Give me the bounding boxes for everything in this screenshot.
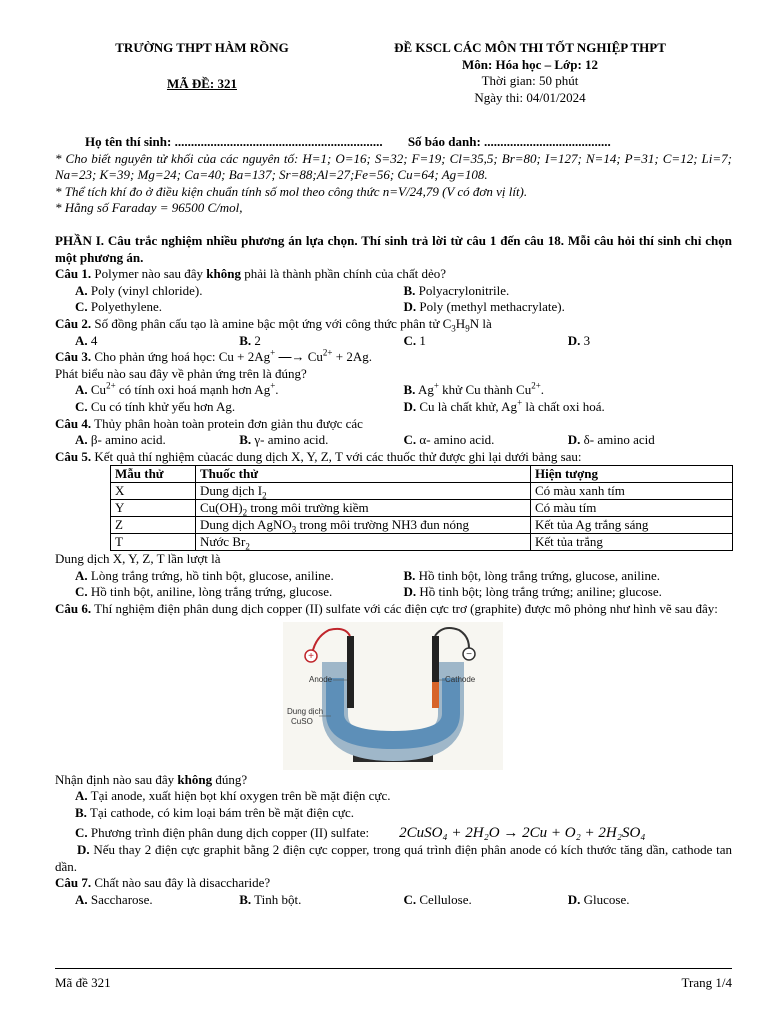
question-3 [55,349,732,366]
table-cell [196,500,531,517]
column-header: Mẫu thử [111,466,196,483]
table-row [111,534,733,551]
option-d[interactable]: D. Nếu thay 2 điện cực graphit bằng 2 điện cực copper, trong quá trình điện phân anode có kích thước tăng dần, cathode tan dần. [55,842,732,874]
option-key: D. [403,299,417,315]
page-footer [55,968,732,992]
cathode-wire [435,628,469,648]
question-text: H [455,315,466,331]
question-number: Câu 6. [55,601,92,617]
superscript: + [433,380,439,391]
option-text: Poly (vinyl chloride). [87,282,203,298]
question-text: Polymer nào sau đây [91,266,207,282]
option-text: Cu là chất khử, Ag [416,398,518,414]
option-key: C. [403,891,417,907]
option-text: khử Cu thành Cu [438,382,532,398]
exam-header [55,40,732,120]
superscript: + [270,347,276,358]
candidate-name-field: Họ tên thí sinh: ................................................................ [85,134,383,149]
option-c[interactable] [75,584,404,601]
table-row [111,483,733,500]
option-d[interactable] [404,584,733,601]
option-b[interactable] [404,283,733,300]
electrolysis-figure [283,622,503,770]
table-cell: Z [111,517,196,534]
question-3-options-2 [55,399,732,416]
table-cell: X [111,483,196,500]
option-a[interactable] [75,432,239,449]
subscript: 9 [465,323,470,334]
exam-title: ĐỀ KSCL CÁC MÔN THI TỐT NGHIỆP THPT [394,40,666,55]
option-c[interactable]: C. Phương trình điện phân dung dịch copper (II) sulfate: 2CuSO₄ + 2H₂O → 2Cu + O₂ + 2H₂SO₄ [75,825,646,842]
table-cell [196,534,531,551]
option-text: Tại anode, xuất hiện bọt khí oxygen trên bề mặt điện cực. [87,788,391,804]
option-c[interactable] [404,333,568,350]
option-a[interactable] [75,283,404,300]
option-text: 4 [87,332,98,348]
option-a[interactable] [75,568,404,585]
minus-sign: − [466,648,472,660]
option-key: C. [403,332,417,348]
question-text: + 2Ag. [332,349,372,365]
option-text: Ag [415,382,434,398]
option-text: Glucose. [580,891,630,907]
option-text: Hồ tinh bột; lòng trắng trứng; aniline; glucose. [416,584,662,600]
option-d[interactable]: D. Cu là chất khử, Ag+ là chất oxi hoá. [403,397,605,414]
candidate-info [55,134,732,151]
exam-time: Thời gian: 50 phút [481,73,579,89]
option-text: Polyethylene. [87,299,163,315]
question-emphasis: không [177,771,213,787]
column-header: Hiện tượng [531,466,733,483]
footer-exam-code: Mã đề 321 [55,975,111,990]
option-key: C. [403,432,417,448]
option-text: 3 [580,332,591,348]
electrolysis-equation: 2CuSO₄ + 2H₂O → 2Cu + O₂ + 2H₂SO₄ [399,825,646,842]
question-text: Số đồng phân cấu tạo là amine bậc một ứng với công thức phân tử C [91,315,452,331]
subscript: 3 [451,323,456,334]
cathode-label: Cathode [445,674,476,684]
part-1-heading: PHẦN I. Câu trắc nghiệm nhiều phương án lựa chọn. Thí sinh trả lời từ câu 1 đến câu 18. Mỗi câu hỏi thí sinh chỉ chọn một phương án. [55,232,732,265]
candidate-number-field: Số báo danh: ....................................... [407,134,611,149]
question-number: Câu 4. [55,415,92,431]
question-3-stem: Phát biểu nào sau đây về phản ứng trên là đúng? [55,365,307,381]
option-text: Tinh bột. [251,891,302,907]
cell-text: trong môi trường NH3 đun nóng [296,517,470,533]
option-c[interactable] [404,892,568,909]
option-b[interactable] [239,892,403,909]
reaction-arrow: ⎯⎯→ Cu [275,349,323,365]
exam-code: MÃ ĐỀ: 321 [166,75,238,91]
table-cell [196,483,531,500]
option-c[interactable]: C. Cu có tính khử yếu hơn Ag. [75,398,236,414]
table-cell: Có màu tím [531,500,733,517]
exam-subject: Môn: Hóa học – Lớp: 12 [461,56,599,72]
table-cell: Có màu xanh tím [531,483,733,500]
question-2 [55,316,732,333]
option-a[interactable]: A. $Cu^{2+}$ có tính oxi hoá mạnh hơn Ag+. [75,380,279,398]
option-key: D. [567,432,581,448]
question-emphasis: không [206,266,241,282]
question-7-options [55,892,732,909]
superscript: 2+ [531,380,541,391]
option-text: 1 [416,332,426,348]
option-text: Polyacrylonitrile. [415,282,510,298]
option-key: A. [75,567,88,583]
option-b[interactable] [239,333,403,350]
plus-sign: + [308,650,314,662]
table-cell: T [111,534,196,551]
anode-wire [313,629,350,650]
option-key: D. [567,332,581,348]
question-text: Kết quả thí nghiệm củacác dung dịch X, Y, Z, T với các thuốc thử được ghi lại dưới bảng sau: [91,448,582,464]
question-number: Câu 2. [55,315,92,331]
header-left [97,40,307,92]
anode-electrode [347,636,354,708]
column-header: Thuốc thử [196,466,531,483]
question-6 [55,601,732,618]
cell-text: trong môi trường kiềm [247,500,369,516]
option-key: C. [75,299,88,315]
cell-text: Dung dịch I [200,483,263,499]
option-a[interactable] [75,333,239,350]
option-text: có tính oxi hoá mạnh hơn Ag [115,382,271,398]
question-6-stem [55,772,732,789]
copper-deposit [432,682,439,708]
question-2-options [55,333,732,350]
table-cell [196,517,531,534]
subscript: 2 [245,541,250,552]
header-right [360,40,700,106]
question-text: Chất nào sau đây là disaccharide? [91,875,271,891]
option-text: γ- amino acid. [251,432,329,448]
option-key: B. [403,567,416,583]
option-b[interactable]: B. Ag+ khử Cu thành $Cu^{2+}$. [403,380,545,398]
table-cell: Y [111,500,196,517]
question-7 [55,875,732,892]
table-row [111,517,733,534]
superscript: + [270,380,276,391]
note-gas-volume: * Thể tích khí đo ở điều kiện chuẩn tính số mol theo công thức n=V/24,79 (V có đơn vị lít). [55,183,528,199]
solution-label: Dung dịch [287,706,324,716]
option-text: Cu có tính khử yếu hơn Ag. [87,398,236,414]
question-text: Thủy phân hoàn toàn protein đơn giản thu được các [91,415,363,431]
question-text: N là [469,315,492,331]
option-key: D. [403,584,417,600]
superscript: 2+ [322,347,333,358]
option-a[interactable]: A. Tại anode, xuất hiện bọt khí oxygen trên bề mặt điện cực. [75,788,391,804]
option-d[interactable] [568,333,732,350]
question-number: Câu 7. [55,875,92,891]
cell-text: Nước Br [200,534,246,550]
question-text: phải là thành phần chính của chất dẻo? [241,266,447,282]
question-text: Cho phản ứng hoá học: Cu + 2Ag [91,349,271,365]
question-number: Câu 1. [55,266,92,282]
question-4-options [55,432,732,449]
option-text: Cu [87,382,107,398]
option-c[interactable] [404,432,568,449]
option-key: A. [75,332,88,348]
school-name: TRƯỜNG THPT HÀM RỒNG [115,40,289,55]
option-text: . [540,382,545,398]
option-text: Lòng trắng trứng, hồ tinh bột, glucose, aniline. [87,567,334,583]
question-text: Thí nghiệm điện phân dung dịch copper (II) sulfate với các điện cực trơ (graphite) được mô phỏng như hình vẽ sau đây: [91,601,718,617]
option-text: . [275,382,279,398]
option-text: Poly (methyl methacrylate). [416,299,565,315]
option-b[interactable] [239,432,403,449]
option-text: α- amino acid. [416,432,495,448]
anode-label: Anode [309,674,333,684]
table-header-row [111,466,733,483]
option-text: Hồ tinh bột, aniline, lòng trắng trứng, glucose. [87,584,333,600]
question-number: Câu 5. [55,448,92,464]
question-5 [55,449,732,466]
question-text: Nhận định nào sau đây [55,771,178,787]
option-b[interactable]: B. Tại cathode, có kim loại bám trên bề mặt điện cực. [75,804,354,820]
option-text: Tại cathode, có kim loại bám trên bề mặt điện cực. [86,804,354,820]
superscript: 2+ [106,380,116,391]
option-b[interactable] [404,568,733,585]
question-3-options [55,382,732,399]
option-text: 2 [251,332,261,348]
option-d[interactable] [568,432,732,449]
option-text: Saccharose. [87,891,153,907]
note-atomic-masses: * Cho biết nguyên tử khối của các nguyên tố: H=1; O=16; S=32; F=19; Cl=35,5; Br=80; I=127; N=14; P=31; C=12; Li=7; Na=23; K=39; Mg=24; Ca=40; Ba=137; Sr=88;Al=27;Fe=56; Cu=64; Ag=108. [55,150,732,183]
option-text: Nếu thay 2 điện cực graphit bằng 2 điện cực copper, trong quá trình điện phân anode có kích thước tăng dần, cathode tan dần. [55,842,732,874]
subscript: 2 [242,507,248,518]
exam-page [55,40,732,908]
option-key: A. [75,282,88,298]
option-text: là chất oxi hoá. [522,398,605,414]
option-key: A. [75,432,88,448]
question-4 [55,416,732,433]
option-text: Cellulose. [416,891,472,907]
option-key: A. [75,891,88,907]
solution-formula: CuSO [291,716,313,726]
option-key: B. [239,891,252,907]
option-text: β- amino acid. [87,432,166,448]
question-text: đúng? [212,771,248,787]
question-number: Câu 3. [55,349,92,365]
option-c[interactable] [75,299,404,316]
table-cell: Kết tủa Ag trắng sáng [531,517,733,534]
option-key: B. [239,432,252,448]
question-1-options-2 [55,299,732,316]
cell-text: Cu(OH) [200,500,243,516]
exam-date: Ngày thi: 04/01/2024 [474,89,586,105]
question-5-stem: Dung dịch X, Y, Z, T lần lượt là [55,551,221,567]
option-key: D. [567,891,581,907]
page-number: Trang 1/4 [681,975,732,990]
option-key: B. [239,332,252,348]
option-text: Phương trình điện phân dung dịch copper (II) sulfate: [87,825,370,841]
table-row [111,500,733,517]
question-1-options [55,283,732,300]
cell-text: Dung dịch AgNO [200,517,292,533]
option-text: δ- amino acid [580,432,655,448]
question-5-options-2 [55,584,732,601]
option-key: B. [403,282,416,298]
question-5-options [55,568,732,585]
note-faraday: * Hằng số Faraday = 96500 C/mol, [55,200,243,216]
subscript: 2 [262,490,267,501]
option-text: Hồ tinh bột, lòng trắng trứng, glucose, aniline. [415,567,661,583]
option-a[interactable] [75,892,239,909]
superscript: + [517,397,523,408]
option-d[interactable] [404,299,733,316]
table-cell: Kết tủa trắng [531,534,733,551]
reagent-table [110,465,733,551]
subscript: 3 [291,524,297,535]
option-d[interactable] [568,892,732,909]
question-1 [55,266,732,283]
option-key: C. [75,584,88,600]
electrolysis-diagram [283,622,503,770]
